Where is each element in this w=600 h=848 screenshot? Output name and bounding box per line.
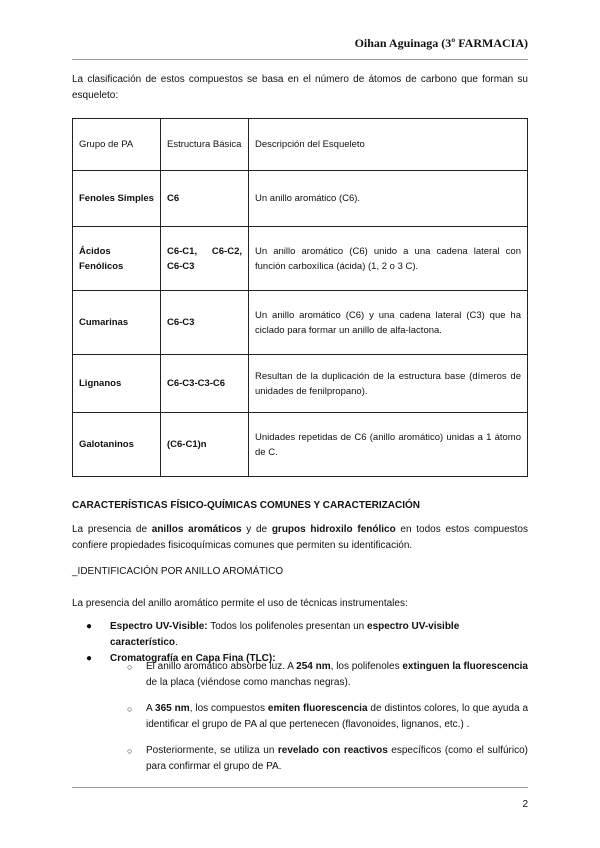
table-cell-description: Un anillo aromático (C6) y una cadena lateral (C3) que ha ciclado para formar un anillo de alfa-lactona. [249, 291, 528, 355]
tlc-sublist [110, 659, 528, 775]
bullet-icon: ○ [127, 746, 133, 756]
page-number: 2 [522, 799, 528, 810]
table-row [73, 355, 528, 413]
subsection-title: _IDENTIFICACIÓN POR ANILLO AROMÁTICO [72, 566, 284, 577]
table-cell-group: Galotaninos [73, 413, 161, 477]
table-cell-description: Un anillo aromático (C6) unido a una cadena lateral con función carboxílica (ácida) (1, 2 o 3 C). [249, 227, 528, 291]
table-row [73, 413, 528, 477]
intro-paragraph: La clasificación de estos compuestos se basa en el número de átomos de carbono que forman su esqueleto: [72, 74, 528, 101]
list-item: ○ Posteriormente, se utiliza un revelado con reactivos específicos (como el sulfúrico) para confirmar el grupo de PA. [127, 745, 528, 772]
techniques-paragraph: La presencia del anillo aromático permite el uso de técnicas instrumentales: [72, 598, 408, 609]
bullet-icon: ○ [127, 662, 133, 672]
bullet-icon: ○ [127, 704, 133, 714]
header-author: Oihan Aguinaga (3º FARMACIA) [354, 36, 528, 50]
table-header-cell: Estructura Básica [161, 119, 249, 171]
table-header-cell: Grupo de PA [73, 119, 161, 171]
list-item: ○ El anillo aromático absorbe luz. A 254 nm, los polifenoles extinguen la fluorescencia de la placa (viéndose como manchas negras). [127, 661, 528, 688]
list-item: ● Cromatografía en Capa Fina (TLC): [72, 651, 528, 667]
table-cell-structure: C6-C1, C6-C2, C6-C3 [161, 227, 249, 291]
table-cell-structure: (C6-C1)n [161, 413, 249, 477]
table-header-cell: Descripción del Esqueleto [249, 119, 528, 171]
list-item: ● Espectro UV-Visible: Todos los polifenoles presentan un espectro UV-visible característico. [86, 621, 460, 648]
table-cell-description: Unidades repetidas de C6 (anillo aromático) unidas a 1 átomo de C. [249, 413, 528, 477]
table-cell-group: Lignanos [73, 355, 161, 413]
table-row [73, 171, 528, 227]
header-rule [72, 59, 528, 60]
table-cell-structure: C6-C3-C3-C6 [161, 355, 249, 413]
table-cell-structure: C6 [161, 171, 249, 227]
table-cell-structure: C6-C3 [161, 291, 249, 355]
section-title: CARACTERÍSTICAS FÍSICO-QUÍMICAS COMUNES Y CARACTERIZACIÓN [72, 500, 420, 511]
properties-paragraph: La presencia de anillos aromáticos y de grupos hidroxilo fenólico en todos estos compuestos confiere propiedades fisicoquímicas comunes que permiten su identificación. [72, 524, 528, 551]
bullet-icon: ● [86, 621, 93, 632]
table-cell-group: Fenoles Simples [73, 171, 161, 227]
table-row [73, 227, 528, 291]
table-cell-description: Un anillo aromático (C6). [249, 171, 528, 227]
table-cell-group: Cumarinas [73, 291, 161, 355]
classification-table [72, 118, 528, 477]
table-cell-description: Resultan de la duplicación de la estructura base (dímeros de unidades de fenilpropano). [249, 355, 528, 413]
footer-rule [72, 787, 528, 788]
table-row [73, 291, 528, 355]
bullet-icon: ● [86, 653, 93, 664]
table-header-row [73, 119, 528, 171]
table-cell-group: Ácidos Fenólicos [73, 227, 161, 291]
list-item: ○ A 365 nm, los compuestos emiten fluorescencia de distintos colores, lo que ayuda a identificar el grupo de PA al que pertenecen (flavonoides, lignanos, etc.) . [127, 703, 529, 730]
